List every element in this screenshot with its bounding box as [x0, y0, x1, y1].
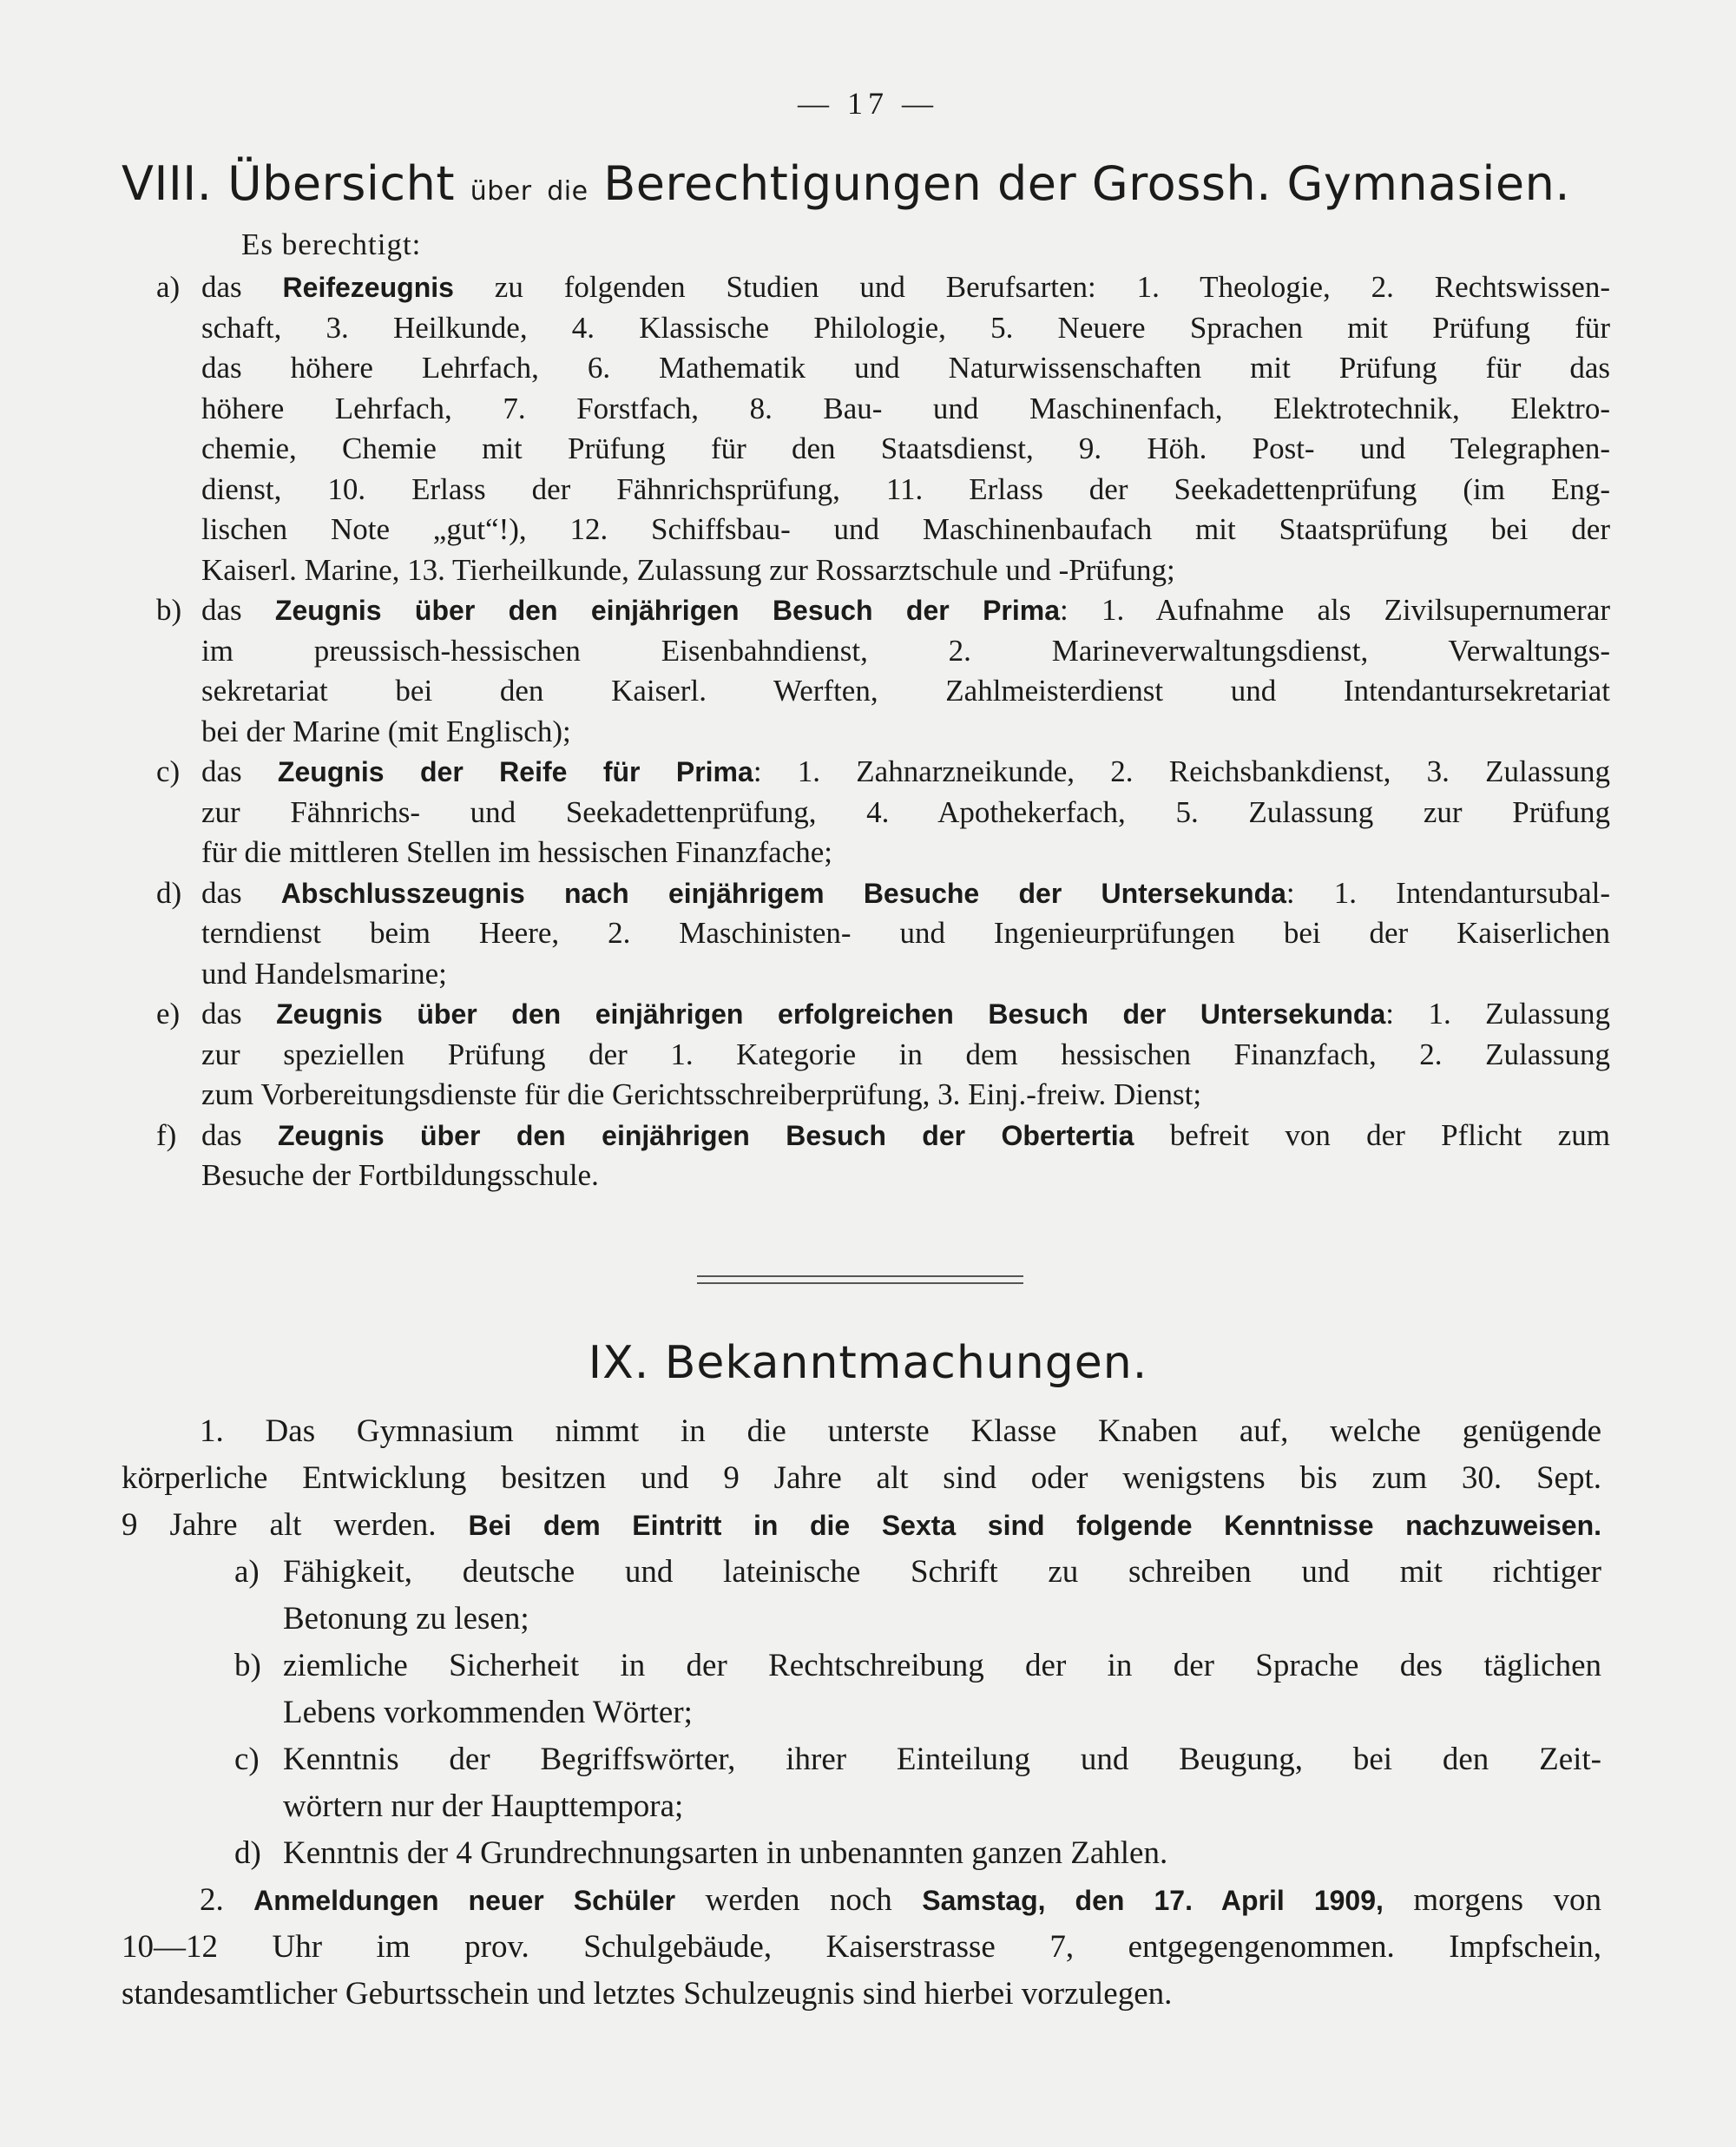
item-line [201, 833, 1610, 873]
item-line [201, 429, 1610, 470]
item-line: Lebens vorkommenden Wörter; [283, 1695, 693, 1730]
text-run: dienst, 10. Erlass der Fähnrichsprüfung, 11. Erlass der Seekadettenprüfung (im Eng- [201, 471, 1610, 506]
announcements-body [122, 1408, 1601, 2018]
item-line: Fähigkeit, deutsche und lateinische Schrift zu schreiben und mit richtiger [283, 1554, 1601, 1590]
item-line: wörtern nur der Haupttempora; [283, 1788, 684, 1824]
text-run: das [201, 270, 283, 304]
text-run: das [201, 1117, 278, 1152]
item-line: Betonung zu lesen; [283, 1601, 529, 1637]
item-line [201, 389, 1610, 430]
bold-phrase: Zeugnis über den einjährigen Besuch der Obertertia [277, 1119, 1134, 1151]
announcement-paragraph-2 [122, 1877, 1601, 2018]
text-run: körperliche Entwicklung besitzen und 9 Jahre alt sind oder wenigstens bis zum 30. Sept. [122, 1460, 1601, 1496]
text-run: höhere Lehrfach, 7. Forstfach, 8. Bau- und Maschinenfach, Elektrotechnik, Elektro- [201, 391, 1610, 425]
text-run: zur speziellen Prüfung der 1. Kategorie in dem hessischen Finanzfach, 2. Zulassung [201, 1037, 1610, 1071]
requirement-item [234, 1549, 1601, 1643]
item-line [201, 267, 1610, 308]
text-run: 9 Jahre alt werden. [122, 1507, 469, 1543]
bold-phrase: Reifezeugnis [282, 272, 454, 303]
announcement-paragraph-1 [122, 1408, 1601, 1549]
text-run: chemie, Chemie mit Prüfung für den Staatsdienst, 9. Höh. Post- und Telegraphen- [201, 431, 1610, 465]
text-run: sekretariat bei den Kaiserl. Werften, Zahlmeisterdienst und Intendantursekretariat [201, 674, 1610, 708]
entitlement-item [156, 590, 1610, 752]
text-run: für die mittleren Stellen im hessischen Finanzfache; [201, 835, 833, 869]
item-line: Kenntnis der Begriffswörter, ihrer Einteilung und Beugung, bei den Zeit- [283, 1742, 1601, 1777]
paragraph-line [122, 1455, 1601, 1502]
paragraph-line [122, 1877, 1601, 1924]
paragraph-line [122, 1408, 1601, 1455]
item-label: a) [156, 270, 181, 304]
entitlement-item [156, 873, 1610, 995]
item-label: f) [156, 1117, 177, 1152]
item-line: Kenntnis der 4 Grundrechnungsarten in unbenannten ganzen Zahlen. [283, 1835, 1168, 1871]
section-9-heading: IX. Bekanntmachungen. [588, 1337, 1148, 1389]
item-line [201, 1116, 1610, 1156]
item-label: c) [156, 754, 181, 788]
entitlement-item [156, 994, 1610, 1116]
item-line [201, 550, 1610, 591]
item-line [201, 1075, 1610, 1116]
section-8-title-small-2: die [547, 176, 589, 207]
text-run: 2. [200, 1882, 254, 1918]
entitlement-item [156, 752, 1610, 873]
item-line [201, 348, 1610, 389]
section-8-title-main: Übersicht [227, 156, 456, 211]
item-line [201, 793, 1610, 833]
requirement-item [234, 1830, 1601, 1877]
text-run: 1. Das Gymnasium nimmt in die unterste Klasse Knaben auf, welche genügende [200, 1413, 1601, 1449]
item-line: ziemliche Sicherheit in der Rechtschreibung der in der Sprache des täglichen [283, 1648, 1601, 1683]
bold-phrase: Zeugnis über den einjährigen erfolgreichen Besuch der Untersekunda [276, 998, 1386, 1030]
text-run: Kaiserl. Marine, 13. Tierheilkunde, Zulassung zur Rossarztschule und -Prüfung; [201, 552, 1175, 587]
entitlement-item [156, 1116, 1610, 1196]
bold-phrase: Samstag, den 17. April 1909, [922, 1885, 1384, 1916]
text-run: : 1. Zulassung [1385, 997, 1611, 1031]
section-8-title-rest: Berechtigungen der Grossh. Gymnasien. [603, 156, 1571, 211]
bold-phrase: Bei dem Eintritt in die Sexta sind folgende Kenntnisse nachzuweisen. [468, 1510, 1602, 1541]
text-run: das [201, 997, 277, 1031]
item-label: a) [234, 1554, 260, 1590]
text-run: morgens von [1383, 1882, 1602, 1918]
item-line [201, 873, 1610, 914]
bold-phrase: Zeugnis über den einjährigen Besuch der Prima [274, 595, 1061, 626]
text-run: lischen Note „gut“!), 12. Schiffsbau- und Maschinenbaufach mit Staatsprüfung bei der [201, 512, 1610, 546]
text-run: das [201, 875, 281, 910]
text-run: das [201, 754, 278, 788]
section-8-title-small-1: über [470, 176, 532, 207]
item-line [201, 1035, 1610, 1076]
item-line [201, 752, 1610, 793]
requirement-item [234, 1643, 1601, 1736]
text-run: 10—12 Uhr im prov. Schulgebäude, Kaiserstrasse 7, entgegengenommen. Impfschein, [122, 1929, 1601, 1965]
section-divider [697, 1275, 1023, 1284]
text-run: standesamtlicher Geburtsschein und letztes Schulzeugnis sind hierbei vorzulegen. [122, 1976, 1173, 2012]
text-run: befreit von der Pflicht zum [1134, 1117, 1611, 1152]
requirement-item [234, 1736, 1601, 1830]
text-run: schaft, 3. Heilkunde, 4. Klassische Philologie, 5. Neuere Sprachen mit Prüfung für [201, 310, 1610, 345]
item-line [201, 470, 1610, 510]
section-8-roman: VIII. [122, 156, 213, 211]
text-run: und Handelsmarine; [201, 956, 447, 991]
text-run: das höhere Lehrfach, 6. Mathematik und Naturwissenschaften mit Prüfung für das [201, 351, 1610, 385]
item-line [201, 994, 1610, 1035]
text-run: Besuche der Fortbildungsschule. [201, 1158, 599, 1192]
item-line [201, 631, 1610, 672]
bold-phrase: Abschlusszeugnis nach einjährigem Besuche der Untersekunda [280, 877, 1286, 909]
text-run: im preussisch-hessischen Eisenbahndienst, 2. Marineverwaltungsdienst, Verwaltungs- [201, 633, 1610, 668]
requirements-list [122, 1549, 1601, 1877]
item-line [201, 913, 1610, 954]
text-run: zur Fähnrichs- und Seekadettenprüfung, 4. Apothekerfach, 5. Zulassung zur Prüfung [201, 794, 1610, 829]
item-line [201, 712, 1610, 753]
item-line [201, 954, 1610, 995]
item-line [201, 590, 1610, 631]
text-run: : 1. Aufnahme als Zivilsupernumerar [1060, 593, 1611, 627]
page-number: — 17 — [798, 86, 938, 121]
paragraph-line [122, 1502, 1601, 1549]
item-label: c) [234, 1742, 260, 1777]
entitlement-item [156, 267, 1610, 590]
item-line [201, 308, 1610, 349]
item-label: d) [156, 875, 182, 910]
text-run: das [201, 593, 275, 627]
item-line [201, 510, 1610, 550]
item-label: b) [234, 1648, 261, 1683]
text-run: zum Vorbereitungsdienste für die Gerichtsschreiberprüfung, 3. Einj.-freiw. Dienst; [201, 1077, 1202, 1111]
item-label: e) [156, 997, 181, 1031]
section-8-intro: Es berechtigt: [241, 227, 422, 261]
paragraph-line [122, 1971, 1601, 2018]
bold-phrase: Anmeldungen neuer Schüler [253, 1885, 676, 1916]
text-run: zu folgenden Studien und Berufsarten: 1. Theologie, 2. Rechtswissen- [453, 270, 1611, 304]
item-label: b) [156, 593, 182, 627]
text-run: terndienst beim Heere, 2. Maschinisten- und Ingenieurprüfungen bei der Kaiserlichen [201, 916, 1610, 950]
item-line [201, 671, 1610, 712]
entitlements-list [156, 267, 1610, 1196]
text-run: werden noch [675, 1882, 923, 1918]
paragraph-line [122, 1924, 1601, 1971]
text-run: bei der Marine (mit Englisch); [201, 714, 571, 748]
item-label: d) [234, 1835, 261, 1871]
text-run: : 1. Intendantursubal- [1286, 875, 1611, 910]
text-run: : 1. Zahnarzneikunde, 2. Reichsbankdienst, 3. Zulassung [753, 754, 1611, 788]
bold-phrase: Zeugnis der Reife für Prima [277, 756, 753, 787]
section-8-heading [122, 156, 1614, 211]
item-line [201, 1156, 1610, 1196]
